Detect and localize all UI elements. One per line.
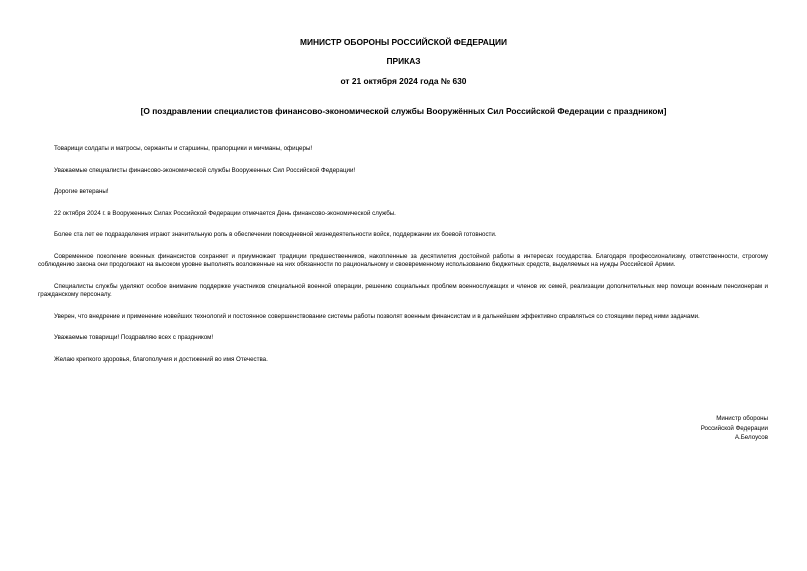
document-body bbox=[38, 145, 768, 377]
signer-position: Министр обороны bbox=[716, 415, 768, 422]
paragraph-greeting-veterans: Дорогие ветераны! bbox=[54, 188, 109, 195]
document-title: [О поздравлении специалистов финансово-экономической службы Вооружённых Сил Российской Федерации с праздником] bbox=[140, 106, 667, 116]
document-type: ПРИКАЗ bbox=[386, 56, 421, 66]
paragraph-support: Специалисты службы уделяют особое внимание поддержке участников специальной военной операции, решению социальных проблем военнослужащих и членов их семей, реализации дополнительных мер помощи военным пенсионерам и гражданскому персоналу. bbox=[38, 282, 768, 298]
signature-block bbox=[701, 414, 768, 443]
paragraph-wishes: Желаю крепкого здоровья, благополучия и достижений во имя Отечества. bbox=[54, 355, 268, 363]
paragraph-confidence: Уверен, что внедрение и применение новейших технологий и постоянное совершенствование системы работы позволят военным финансистам и в дальнейшем эффективно справляться со стоящими перед ними задачами. bbox=[54, 312, 700, 320]
paragraph-greeting-servicemen: Товарищи солдаты и матросы, сержанты и старшины, прапорщики и мичманы, офицеры! bbox=[54, 145, 313, 152]
document-date-number: от 21 октября 2024 года № 630 bbox=[340, 76, 467, 86]
paragraph-greeting-specialists: Уважаемые специалисты финансово-экономической службы Вооруженных Сил Российской Федерации! bbox=[54, 166, 356, 174]
paragraph-congratulation: Уважаемые товарищи! Поздравляю всех с праздником! bbox=[54, 334, 214, 341]
paragraph-modern-generation: Современное поколение военных финансистов сохраняет и приумножает традиции предшественников, накопленные за десятилетия достойной работы в интересах государства. Благодаря профессионализму, ответственности, строгому соблюдению закона они продолжают на высоком уровне выполнять возложенные на них обязанности по рациональному и своевременному использованию бюджетных средств, выделяемых на нужды Российской Армии. bbox=[38, 252, 768, 268]
paragraph-holiday-date: 22 октября 2024 г. в Вооруженных Силах Российской Федерации отмечается День финансово-экономической службы. bbox=[54, 209, 396, 217]
paragraph-history: Более ста лет ее подразделения играют значительную роль в обеспечении повседневной жизнедеятельности войск, поддержании их боевой готовности. bbox=[54, 231, 497, 238]
signer-name: А.Белоусов bbox=[734, 434, 768, 441]
issuer-heading: МИНИСТР ОБОРОНЫ РОССИЙСКОЙ ФЕДЕРАЦИИ bbox=[299, 37, 508, 47]
signer-organization: Российской Федерации bbox=[700, 424, 768, 432]
